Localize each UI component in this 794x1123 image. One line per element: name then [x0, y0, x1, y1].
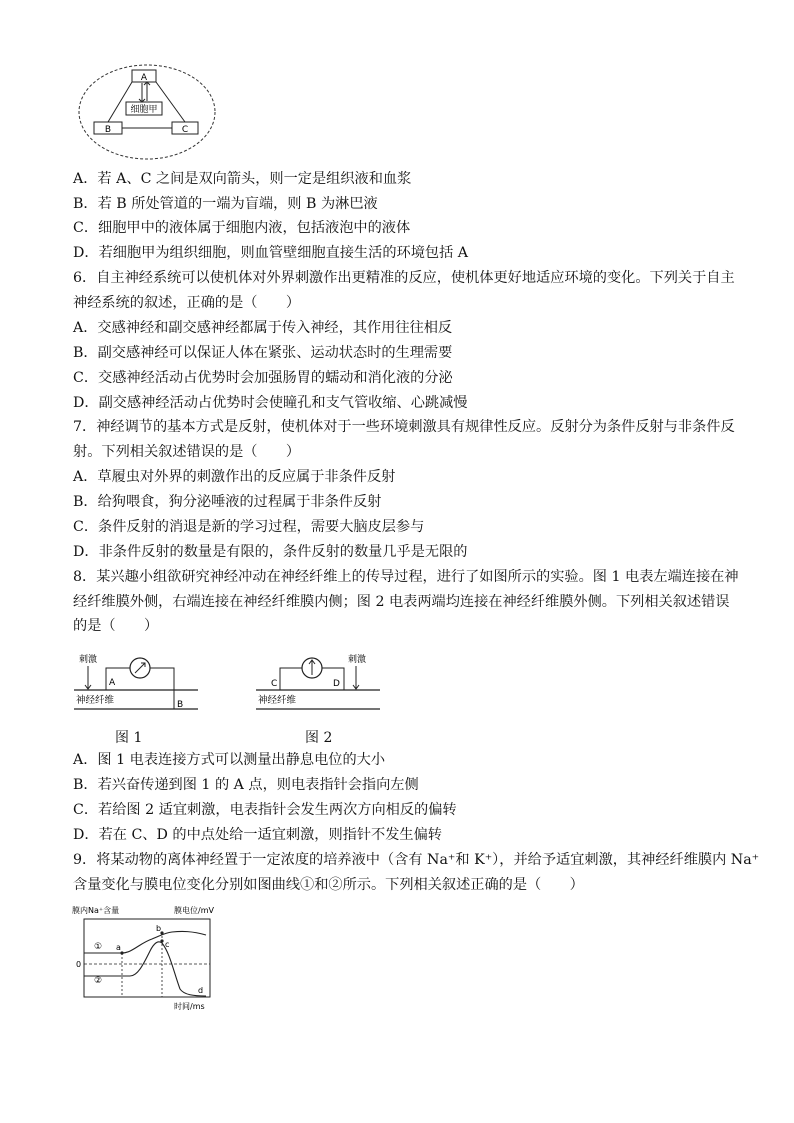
curve-2	[84, 942, 206, 996]
label-b: B	[104, 125, 112, 135]
nerve-figure-1	[74, 652, 200, 712]
point-c-label: c	[165, 940, 170, 949]
q8-option-a: A．图 1 电表连接方式可以测量出静息电位的大小	[73, 752, 386, 768]
graph-y-left-label: 膜内Na⁺含量	[72, 906, 120, 915]
label-cell: 细胞甲	[130, 105, 158, 115]
q7-option-c: C．条件反射的消退是新的学习过程，需要大脑皮层参与	[73, 519, 425, 535]
q8-stem-3: 的是（ ）	[73, 618, 159, 634]
point-a-label: a	[116, 943, 121, 952]
fig1-fiber-label: 神经纤维	[76, 695, 115, 706]
fig2-stimulus-label: 刺激	[348, 655, 367, 665]
curve2-label: ②	[94, 976, 103, 986]
q9-stem-2: 含量变化与膜电位变化分别如图曲线①和②所示。下列相关叙述正确的是（ ）	[73, 877, 584, 893]
q5-option-c: C．细胞甲中的液体属于细胞内液，包括液泡中的液体	[73, 220, 411, 236]
q6-option-c: C．交感神经活动占优势时会加强肠胃的蠕动和消化液的分泌	[73, 370, 453, 386]
q5-option-a: A．若 A、C 之间是双向箭头，则一定是组织液和血浆	[73, 171, 412, 187]
point-b-label: b	[156, 924, 162, 933]
fig2-point-d: D	[333, 679, 340, 689]
q7-option-a: A．草履虫对外界的刺激作出的反应属于非条件反射	[73, 469, 396, 485]
q8-stem-2: 经纤维膜外侧，右端连接在神经纤维膜内侧；图 2 电表两端均连接在神经纤维膜外侧。下列相关叙述错误	[73, 594, 730, 610]
q6-option-b: B．副交感神经可以保证人体在紧张、运动状态时的生理需要	[73, 345, 453, 361]
q5-option-b: B．若 B 所处管道的一端为盲端，则 B 为淋巴液	[73, 196, 378, 212]
q8-stem-1: 8．某兴趣小组欲研究神经冲动在神经纤维上的传导过程，进行了如图所示的实验。图 1 电表左端连接在神	[73, 569, 739, 585]
q7-stem-1: 7．神经调节的基本方式是反射，使机体对于一些环境刺激具有规律性反应。反射分为条件反射与非条件反	[73, 419, 735, 435]
graph-zero-label: 0	[76, 960, 82, 969]
fig1-point-b: B	[177, 700, 184, 710]
graph-y-right-label: 膜电位/mV	[174, 906, 214, 915]
fig1-stimulus-label: 刺激	[79, 655, 98, 665]
fig2-fiber-label: 神经纤维	[258, 695, 297, 706]
q8-option-c: C．若给图 2 适宜刺激，电表指针会发生两次方向相反的偏转	[73, 802, 457, 818]
q6-option-a: A．交感神经和副交感神经都属于传入神经，其作用往往相反	[73, 320, 453, 336]
fig2-caption: 图 2	[305, 730, 333, 746]
label-a: A	[140, 73, 148, 83]
label-c: C	[181, 125, 189, 135]
fig1-point-a: A	[109, 678, 116, 688]
q6-stem-1: 6．自主神经系统可以使机体对外界刺激作出更精准的反应，使机体更好地适应环境的变化。下列关于自主	[73, 270, 735, 286]
q7-stem-2: 射。下列相关叙述错误的是（ ）	[73, 444, 301, 460]
graph-x-label: 时间/ms	[174, 1002, 205, 1011]
q6-option-d: D．副交感神经活动占优势时会使瞳孔和支气管收缩、心跳减慢	[73, 395, 468, 411]
q8-option-d: D．若在 C、D 的中点处给一适宜刺激，则指针不发生偏转	[73, 827, 442, 843]
q7-option-b: B．给狗喂食，狗分泌唾液的过程属于非条件反射	[73, 494, 382, 510]
q6-stem-2: 神经系统的叙述，正确的是（ ）	[73, 295, 301, 311]
q9-stem-1: 9．将某动物的离体神经置于一定浓度的培养液中（含有 Na⁺和 K⁺），并给予适宜刺激，其神经纤维膜内 Na⁺	[73, 852, 760, 868]
q8-option-b: B．若兴奋传递到图 1 的 A 点，则电表指针会指向左侧	[73, 777, 419, 793]
fig1-caption: 图 1	[115, 730, 143, 746]
curve1-label: ①	[94, 942, 103, 952]
curve-1	[84, 931, 206, 953]
q5-option-d: D．若细胞甲为组织细胞，则血管壁细胞直接生活的环境包括 A	[73, 245, 469, 261]
q7-option-d: D．非条件反射的数量是有限的，条件反射的数量几乎是无限的	[73, 544, 468, 560]
fig2-point-c: C	[271, 679, 278, 689]
nerve-figure-2	[256, 652, 382, 712]
point-d-label: d	[198, 986, 204, 995]
membrane-graph	[70, 903, 240, 1015]
body-fluid-diagram	[76, 62, 218, 162]
